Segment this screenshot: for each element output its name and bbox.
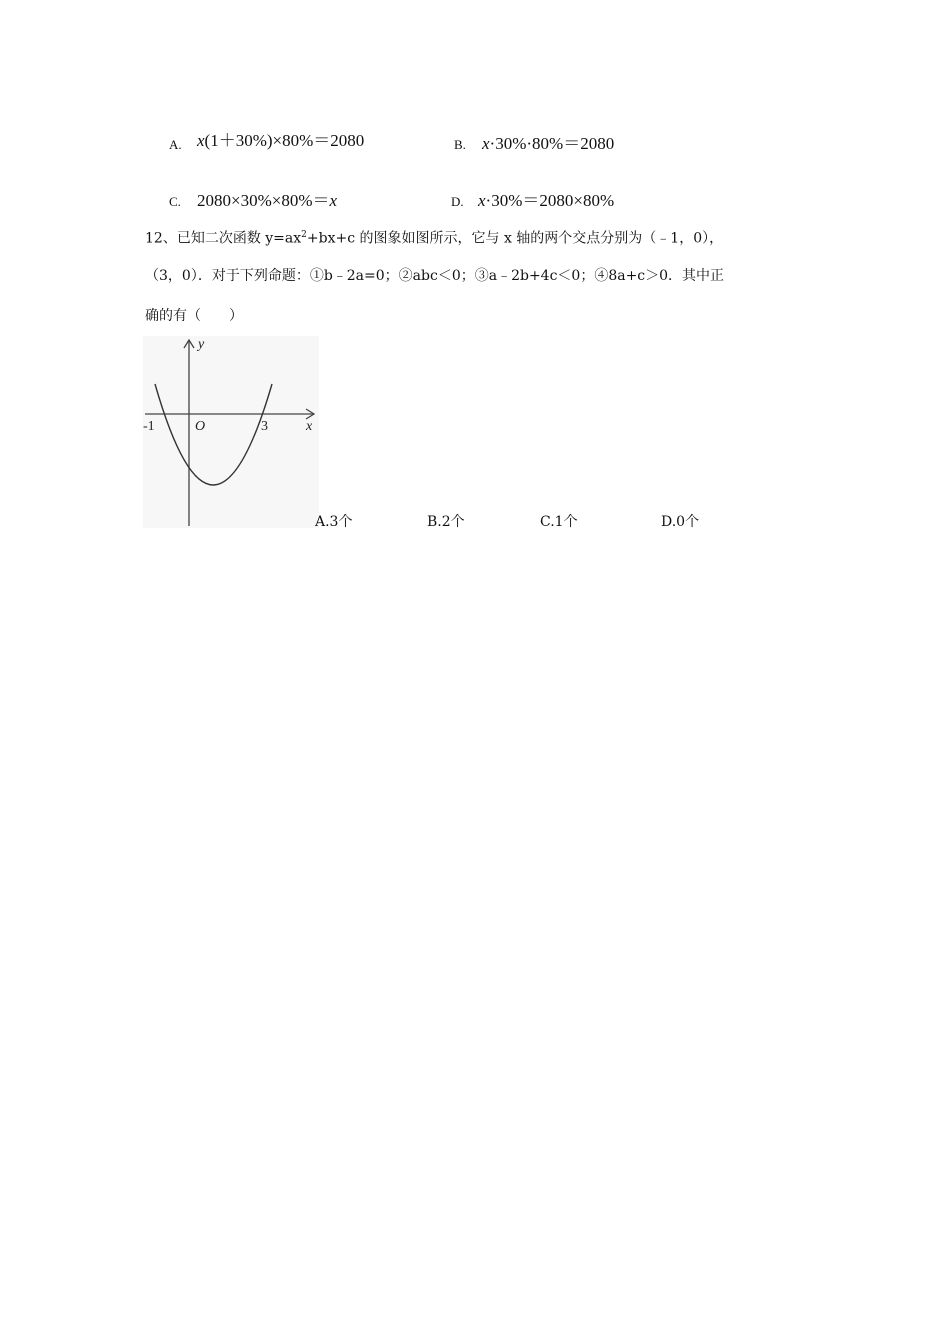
option-a-formula: x(1＋30%)×80%＝2080 (197, 131, 365, 150)
question12-line3: 确的有（ ） (145, 308, 243, 324)
x-axis-label: x (306, 419, 313, 434)
option-a-label: A. (169, 137, 182, 152)
left-root-label: -1 (143, 419, 155, 434)
question12-line2: （3，0）．对于下列命题：①b﹣2a=0；②abc＜0；③a﹣2b+4c＜0；④8a+c＞0．其中正 (145, 268, 725, 284)
option-b-formula: x·30%·80%＝2080 (482, 134, 615, 153)
option-b-label: B. (454, 137, 466, 152)
choice-c: C.1个 (540, 514, 578, 530)
choice-d: D.0个 (661, 514, 700, 530)
option-d-formula: x·30%＝2080×80% (478, 191, 615, 210)
choice-b: B.2个 (427, 514, 465, 530)
option-d-label: D. (451, 194, 464, 209)
choice-a: A.3个 (315, 514, 353, 530)
parabola-graph (143, 336, 319, 528)
origin-label: O (195, 419, 206, 434)
question12-line1: 12、已知二次函数 $y=ax^2+bx+c$ 的图象如图所示，它与 x 轴的两个交点分别为（﹣1，0）， (145, 230, 724, 247)
option-c-formula: 2080×30%×80%＝x (197, 191, 338, 210)
option-c-label: C. (169, 194, 181, 209)
y-axis-label: y (198, 337, 205, 352)
right-root-label: 3 (261, 419, 268, 434)
